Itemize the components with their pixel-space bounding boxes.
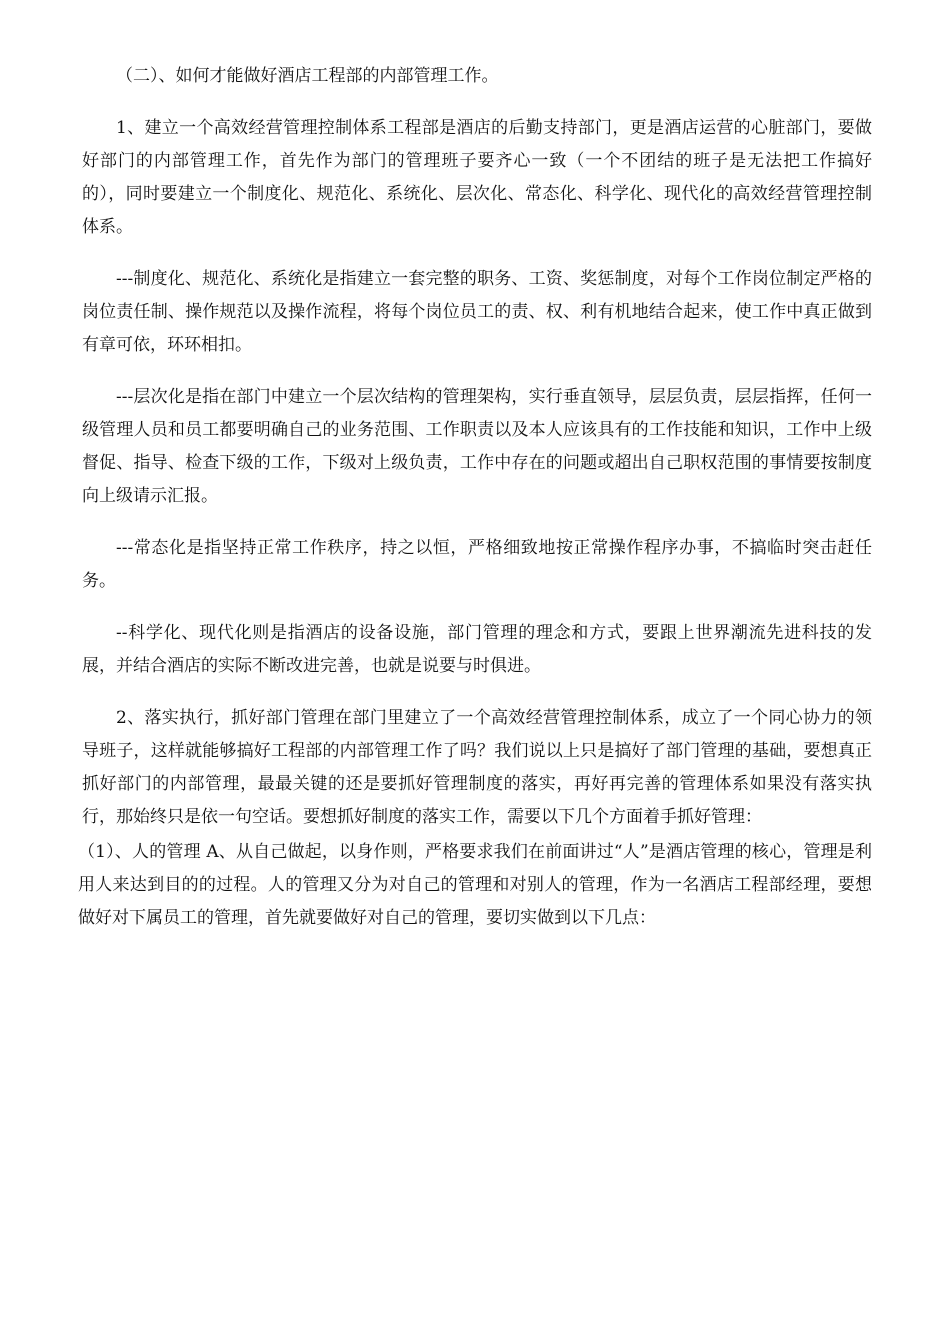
paragraph-3: ---层次化是指在部门中建立一个层次结构的管理架构，实行垂直领导，层层负责，层层指挥，任何一级管理人员和员工都要明确自己的业务范围、工作职责以及本人应该具有的工作技能和知识，工作中上级督促、指导、检查下级的工作，下级对上级负责，工作中存在的问题或超出自己职权范围的事情要按制度向上级请示汇报。	[82, 387, 872, 506]
document-body	[78, 60, 872, 954]
paragraph-1: 1、建立一个高效经营管理控制体系工程部是酒店的后勤支持部门，更是酒店运营的心脏部门，要做好部门的内部管理工作，首先作为部门的管理班子要齐心一致（一个不团结的班子是无法把工作搞好的），同时要建立一个制度化、规范化、系统化、层次化、常态化、科学化、现代化的高效经营管理控制体系。	[82, 118, 872, 237]
paragraph-5: --科学化、现代化则是指酒店的设备设施，部门管理的理念和方式，要跟上世界潮流先进科技的发展，并结合酒店的实际不断改进完善，也就是说要与时俱进。	[82, 623, 872, 676]
paragraph-2: ---制度化、规范化、系统化是指建立一套完整的职务、工资、奖惩制度，对每个工作岗位制定严格的岗位责任制、操作规范以及操作流程，将每个岗位员工的责、权、利有机地结合起来，使工作中真正做到有章可依，环环相扣。	[82, 269, 872, 355]
paragraph-7: （1）、人的管理 A、从自己做起，以身作则，严格要求我们在前面讲过“人”是酒店管理的核心，管理是利用人来达到目的的过程。人的管理又分为对自己的管理和对别人的管理，作为一名酒店工程部经理，要想做好对下属员工的管理，首先就要做好对自己的管理，要切实做到以下几点：	[78, 842, 872, 928]
paragraph-4: ---常态化是指坚持正常工作秩序，持之以恒，严格细致地按正常操作程序办事，不搞临时突击赶任务。	[82, 538, 872, 591]
paragraph-6: 2、落实执行，抓好部门管理在部门里建立了一个高效经营管理控制体系，成立了一个同心协力的领导班子，这样就能够搞好工程部的内部管理工作了吗？我们说以上只是搞好了部门管理的基础，要想真正抓好部门的内部管理，最最关键的还是要抓好管理制度的落实，再好再完善的管理体系如果没有落实执行，那始终只是依一句空话。要想抓好制度的落实工作，需要以下几个方面着手抓好管理：	[82, 708, 872, 827]
section-heading: （二）、如何才能做好酒店工程部的内部管理工作。	[116, 66, 499, 86]
